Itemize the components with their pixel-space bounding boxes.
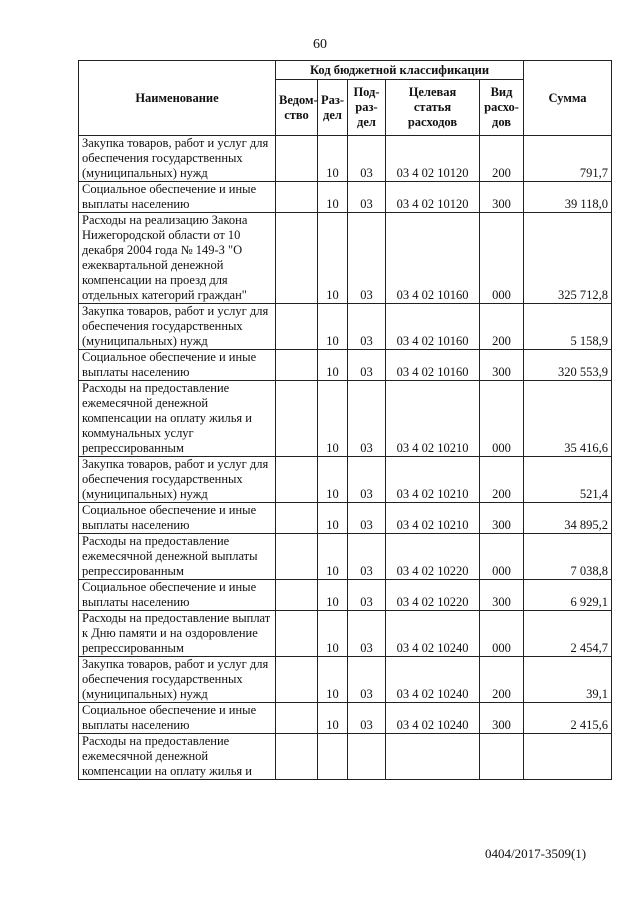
table-row [79,580,612,611]
row-vedomstvo [276,734,318,780]
row-podrazdel: 03 [348,136,386,182]
row-vid-rashodov: 300 [480,503,524,534]
row-vedomstvo [276,534,318,580]
row-summa: 35 416,6 [524,381,612,457]
row-name: Социальное обеспечение и иные выплаты населению [79,703,276,734]
table-row [79,611,612,657]
row-name: Социальное обеспечение и иные выплаты населению [79,182,276,213]
row-summa: 39,1 [524,657,612,703]
row-podrazdel: 03 [348,457,386,503]
row-razdel: 10 [318,657,348,703]
row-razdel [318,734,348,780]
row-razdel: 10 [318,457,348,503]
row-name: Расходы на реализацию Закона Нижегородской области от 10 декабря 2004 года № 149-З "О ежеквартальной денежной компенсации на проезд для отдельных категорий граждан" [79,213,276,304]
row-podrazdel: 03 [348,503,386,534]
row-summa: 320 553,9 [524,350,612,381]
row-celevaya-statya: 03 4 02 10120 [386,182,480,213]
row-podrazdel: 03 [348,534,386,580]
row-vid-rashodov: 000 [480,611,524,657]
row-vedomstvo [276,350,318,381]
row-razdel: 10 [318,580,348,611]
row-vid-rashodov: 000 [480,381,524,457]
row-celevaya-statya: 03 4 02 10240 [386,703,480,734]
row-vedomstvo [276,304,318,350]
row-podrazdel: 03 [348,350,386,381]
row-name: Расходы на предоставление выплат к Дню памяти и на оздоровление репрессированным [79,611,276,657]
row-celevaya-statya: 03 4 02 10210 [386,457,480,503]
row-summa: 791,7 [524,136,612,182]
table-row [79,457,612,503]
row-celevaya-statya: 03 4 02 10160 [386,304,480,350]
row-summa: 521,4 [524,457,612,503]
table-row [79,657,612,703]
row-summa: 325 712,8 [524,213,612,304]
row-celevaya-statya [386,734,480,780]
table-row [79,503,612,534]
row-vedomstvo [276,457,318,503]
row-razdel: 10 [318,611,348,657]
row-vedomstvo [276,703,318,734]
budget-table [78,60,612,780]
row-vid-rashodov: 200 [480,457,524,503]
table-row [79,534,612,580]
row-celevaya-statya: 03 4 02 10120 [386,136,480,182]
row-vedomstvo [276,580,318,611]
row-razdel: 10 [318,350,348,381]
row-vid-rashodov: 300 [480,350,524,381]
row-name: Закупка товаров, работ и услуг для обеспечения государственных (муниципальных) нужд [79,657,276,703]
table-row [79,734,612,780]
row-name: Закупка товаров, работ и услуг для обеспечения государственных (муниципальных) нужд [79,457,276,503]
row-name: Расходы на предоставление ежемесячной денежной компенсации на оплату жилья и коммунальных услуг репрессированным [79,381,276,457]
row-summa: 34 895,2 [524,503,612,534]
row-celevaya-statya: 03 4 02 10160 [386,350,480,381]
table-body [79,136,612,780]
table-row [79,213,612,304]
row-summa: 2 454,7 [524,611,612,657]
row-vid-rashodov: 300 [480,182,524,213]
row-celevaya-statya: 03 4 02 10240 [386,657,480,703]
row-vedomstvo [276,503,318,534]
header-summa: Сумма [524,61,612,136]
header-razdel: Раз-дел [318,80,348,136]
row-celevaya-statya: 03 4 02 10220 [386,580,480,611]
row-razdel: 10 [318,503,348,534]
table-row [79,381,612,457]
row-vedomstvo [276,136,318,182]
row-vid-rashodov: 000 [480,213,524,304]
row-summa: 2 415,6 [524,703,612,734]
row-vid-rashodov [480,734,524,780]
row-celevaya-statya: 03 4 02 10220 [386,534,480,580]
document-number: 0404/2017-3509(1) [485,846,587,861]
row-vid-rashodov: 300 [480,580,524,611]
row-name: Социальное обеспечение и иные выплаты населению [79,580,276,611]
row-vid-rashodov: 300 [480,703,524,734]
header-celevaya: Целевая статья расходов [386,80,480,136]
row-vid-rashodov: 200 [480,304,524,350]
table-row [79,304,612,350]
row-podrazdel [348,734,386,780]
header-podrazdel: Под-раз-дел [348,80,386,136]
row-vid-rashodov: 000 [480,534,524,580]
row-vedomstvo [276,657,318,703]
row-podrazdel: 03 [348,611,386,657]
table-row [79,182,612,213]
page-number: 60 [313,37,327,52]
table-row [79,136,612,182]
row-name: Расходы на предоставление ежемесячной денежной компенсации на оплату жилья и [79,734,276,780]
header-vedomstvo: Ведом-ство [276,80,318,136]
row-vedomstvo [276,182,318,213]
row-podrazdel: 03 [348,213,386,304]
row-summa: 39 118,0 [524,182,612,213]
row-summa: 6 929,1 [524,580,612,611]
header-vid: Вид расхо-дов [480,80,524,136]
row-name: Расходы на предоставление ежемесячной денежной выплаты репрессированным [79,534,276,580]
row-celevaya-statya: 03 4 02 10240 [386,611,480,657]
row-razdel: 10 [318,703,348,734]
row-podrazdel: 03 [348,304,386,350]
row-name: Социальное обеспечение и иные выплаты населению [79,350,276,381]
row-vid-rashodov: 200 [480,657,524,703]
row-celevaya-statya: 03 4 02 10210 [386,381,480,457]
row-podrazdel: 03 [348,657,386,703]
header-name: Наименование [79,61,276,136]
row-podrazdel: 03 [348,381,386,457]
row-razdel: 10 [318,534,348,580]
row-razdel: 10 [318,304,348,350]
row-vid-rashodov: 200 [480,136,524,182]
row-summa: 5 158,9 [524,304,612,350]
row-razdel: 10 [318,213,348,304]
row-name: Закупка товаров, работ и услуг для обеспечения государственных (муниципальных) нужд [79,304,276,350]
row-celevaya-statya: 03 4 02 10210 [386,503,480,534]
header-group: Код бюджетной классификации [276,61,524,80]
row-razdel: 10 [318,182,348,213]
row-podrazdel: 03 [348,580,386,611]
row-vedomstvo [276,611,318,657]
row-vedomstvo [276,381,318,457]
row-podrazdel: 03 [348,703,386,734]
row-summa [524,734,612,780]
row-razdel: 10 [318,381,348,457]
row-razdel: 10 [318,136,348,182]
row-summa: 7 038,8 [524,534,612,580]
row-podrazdel: 03 [348,182,386,213]
table-row [79,350,612,381]
row-name: Социальное обеспечение и иные выплаты населению [79,503,276,534]
row-name: Закупка товаров, работ и услуг для обеспечения государственных (муниципальных) нужд [79,136,276,182]
row-vedomstvo [276,213,318,304]
table-row [79,703,612,734]
row-celevaya-statya: 03 4 02 10160 [386,213,480,304]
